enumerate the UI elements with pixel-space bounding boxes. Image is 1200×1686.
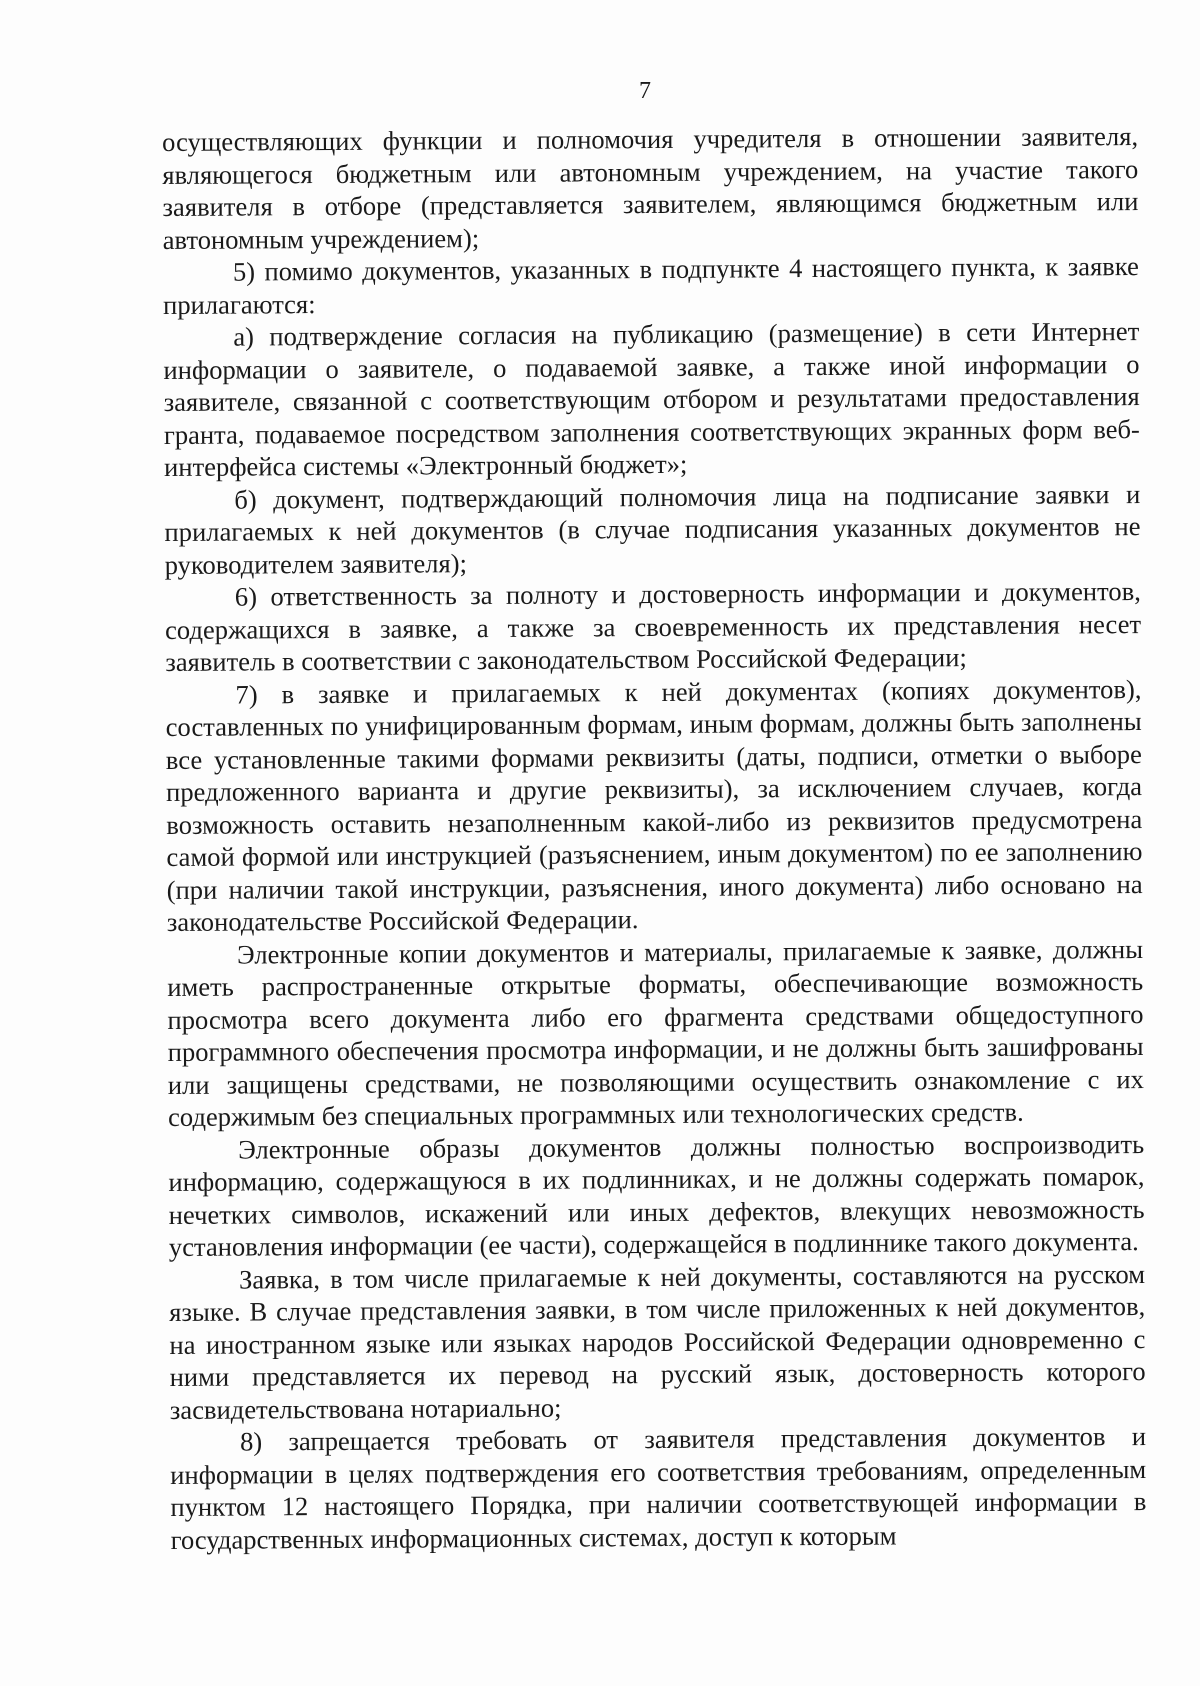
paragraph-subitem-a: а) подтверждение согласия на публикацию (размещение) в сети Интернет информации о заявителе, о подаваемой заявке, а также иной информации о заявителе, связанной с соответствующим отбором и результатами предоставления гранта, подаваемое посредством заполнения соответствующих экранных форм веб-интерфейса системы «Электронный бюджет»;	[163, 316, 1140, 482]
paragraph-electronic-copies: Электронные копии документов и материалы, прилагаемые к заявке, должны иметь распространенные открытые форматы, обеспечивающие возможность просмотра всего документа либо его фрагмента средствами общедоступного программного обеспечения просмотра информации, и не должны быть зашифрованы или защищены средствами, не позволяющими осуществить ознакомление с их содержимым без специальных программных или технологических средств.	[167, 933, 1144, 1132]
paragraph-language: Заявка, в том числе прилагаемые к ней документы, составляются на русском языке. В случае представления заявки, в том числе приложенных к ней документов, на иностранном языке или языках народов Российской Федерации одновременно с ними представляется их перевод на русский язык, достоверность которого засвидетельствована нотариально;	[169, 1258, 1146, 1425]
paragraph-electronic-images: Электронные образы документов должны полностью воспроизводить информацию, содержащуюся в их подлинниках, и не должны содержать помарок, нечетких символов, искажений или иных дефектов, влекущих невозможность установления информации (ее части), содержащейся в подлиннике такого документа.	[168, 1128, 1145, 1262]
paragraph-item-8: 8) запрещается требовать от заявителя представления документов и информации в целях подтверждения его соответствия требованиям, определенным пунктом 12 настоящего Порядка, при наличии соответствующей информации в государственных информационных системах, доступ к которым	[170, 1421, 1147, 1555]
document-body	[162, 120, 1147, 1556]
paragraph-item-6: 6) ответственность за полноту и достоверность информации и документов, содержащихся в заявке, а также за своевременность их представления несет заявитель в соответствии с законодательством Российской Федерации;	[164, 576, 1142, 677]
paragraph-continuation: осуществляющих функции и полномочия учредителя в отношении заявителя, являющегося бюджетным или автономным учреждением, на участие такого заявителя в отборе (представляется заявителем, являющимся бюджетным или автономным учреждением);	[162, 121, 1139, 255]
page-number: 7	[639, 78, 651, 104]
paragraph-item-7: 7) в заявке и прилагаемых к ней документах (копиях документов), составленных по унифицированным формам, иным формам, должны быть заполнены все установленные такими формами реквизиты (даты, подписи, отметки о выборе предложенного варианта и другие реквизиты), за исключением случаев, когда возможность оставить незаполненным какой-либо из реквизитов предусмотрена самой формой или инструкцией (разъяснением, иным документом) по ее заполнению (при наличии такой инструкции, разъяснения, иного документа) либо основано на законодательстве Российской Федерации.	[165, 673, 1143, 937]
paragraph-item-5: 5) помимо документов, указанных в подпункте 4 настоящего пункта, к заявке прилагаются:	[162, 251, 1139, 320]
paragraph-subitem-b: б) документ, подтверждающий полномочия лица на подписание заявки и прилагаемых к ней документов (в случае подписания указанных документов не руководителем заявителя);	[164, 478, 1141, 580]
